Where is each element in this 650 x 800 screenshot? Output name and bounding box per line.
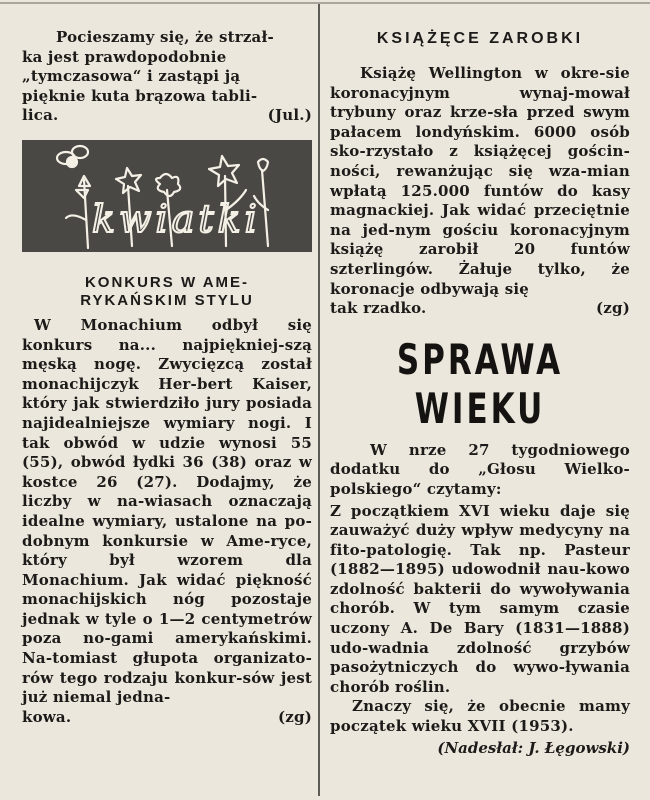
intro-paragraph: Pocieszamy się, że strzał- ka jest prawdopodobnie „tymczasowa“ i zastąpi ją pięknie kuta brązowa tabli- (22, 28, 274, 105)
article-title-konkurs: KONKURS W AME- RYKAŃSKIM STYLU (80, 273, 254, 309)
article-body-konkurs: W Monachium odbył się konkurs na... najpiękniej-szą męską nogę. Zwycięzcą został monachijczyk Her-bert Kaiser, który jak stwierdziło jury posiada najidealniejsze wymiary nogi. I tak obwód w udzie wynosi 55 (55), obwód łydki 36 (38) oraz w kostce 26 (27). Dodajmy, że liczby w na-wiasach oznaczają idealne wymiary, ustalone na po-dobnym konkursie w Ame-ryce, który był wzorem dla Monachium. Jak widać piękność monachijskich nóg pozostaje jednak w tyle o 1—2 centymetrów poza no-gami amerykańskimi. Na-tomiast głupota organizato-rów tego rodzaju konkur-sów jest już niemal jedna- (22, 315, 312, 707)
intro-signature: (Jul.) (267, 106, 312, 125)
intro-last-line: lica. (22, 106, 59, 125)
big-headline-sprawa-wieku: SPRAWA WIEKU (396, 336, 564, 434)
sprawa-signature: (Nadesłał: J. Łęgowski) (437, 738, 630, 757)
article-last-line-konkurs: kowa. (22, 707, 72, 726)
flowers-illustration (22, 140, 312, 252)
article-body-zarobki: Książę Wellington w okre-sie koronacyjnym wynaj-mował trybuny oraz krze-sła przed swym pałacem londyńskim. 6000 osób sko-rzystało z książęcej gościn-ności, rewanżując się wza-mian wpłatą 125.000 funtów do kasy magnackiej. Jak widać przeciętnie na jed-nym gościu koronacyjnym książę zarobił 20 funtów szterlingów. Żałuje tylko, że koronacje odbywają się (330, 64, 630, 298)
illustration-word: kwiatki (92, 196, 261, 241)
article-sign-line-zarobki (330, 299, 630, 319)
sprawa-intro: W nrze 27 tygodniowego dodatku do „Głosu Wielko-polskiego“ czytamy: (330, 440, 630, 498)
article-signature-zarobki: (zg) (595, 299, 630, 318)
sprawa-quote: Z początkiem XVI wieku daje się zauważyć duży wpływ medycyny na fito-patologię. Tak np. Pasteur (1882—1895) udowodnił nau-kowo zdolność bakterii do wywoływania chorób. W tym samym czasie uczony A. De Bary (1831—1888) udo-wadnia zdolność grzybów pasożytniczych do wywo-ływania chorób roślin. (330, 501, 630, 696)
intro-sign-line (22, 106, 312, 126)
article-sign-line-konkurs (22, 708, 312, 728)
column-rule (318, 4, 320, 796)
article-title-zarobki: KSIĄŻĘCE ZAROBKI (376, 30, 584, 47)
article-signature-konkurs: (zg) (277, 707, 312, 726)
article-last-line-zarobki: tak rzadko. (330, 299, 427, 318)
sprawa-outro: Znaczy się, że obecnie mamy początek wieku XVII (1953). (330, 697, 630, 736)
top-border-line (0, 2, 650, 4)
left-column (22, 28, 312, 727)
right-column (330, 30, 630, 757)
